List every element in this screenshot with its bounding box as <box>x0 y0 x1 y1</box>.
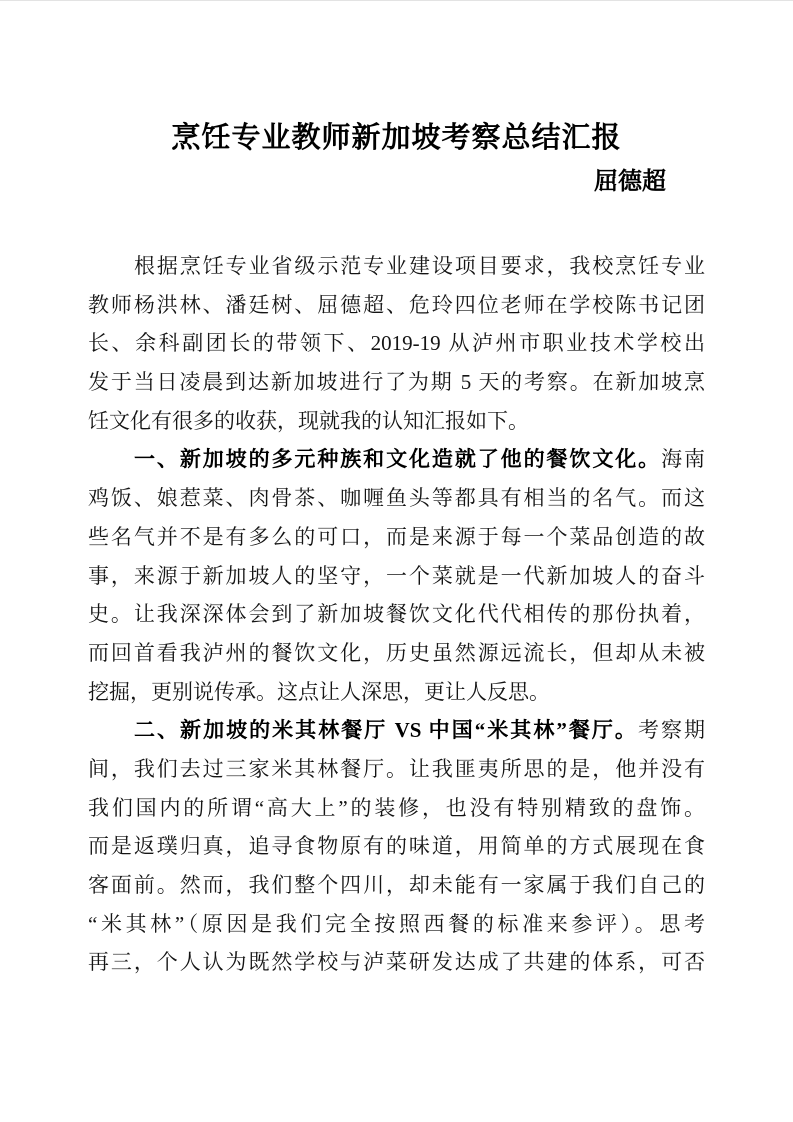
text-line <box>88 789 705 828</box>
bold-heading-segment: 二、新加坡的米其林餐厅 VS 中国“米其林”餐厅。 <box>134 718 638 743</box>
text-line <box>88 750 705 789</box>
author-byline: 屈德超 <box>594 169 666 195</box>
text-line <box>88 943 705 982</box>
text-segment: 而回首看我泸州的餐饮文化，历史虽然源远流长，但却从未被 <box>88 640 705 665</box>
text-segment: 我们国内的所谓“高大上”的装修，也没有特别精致的盘饰。 <box>88 795 705 820</box>
text-line <box>88 557 705 596</box>
text-segment: 长、余科副团长的带领下、2019-19 从泸州市职业技术学校出 <box>88 331 705 356</box>
text-segment: 客面前。然而，我们整个四川，却未能有一家属于我们自己的 <box>88 873 705 897</box>
text-line <box>88 286 705 325</box>
text-line <box>88 402 705 441</box>
text-line <box>88 595 705 634</box>
text-segment: 教师杨洪林、潘廷树、屈德超、危玲四位老师在学校陈书记团 <box>88 292 705 317</box>
text-line <box>88 634 705 673</box>
paragraph <box>88 440 705 711</box>
text-line <box>88 905 705 944</box>
text-line <box>88 866 705 905</box>
text-segment: 史。让我深深体会到了新加坡餐饮文化代代相传的那份执着， <box>88 602 705 627</box>
text-segment: 些名气并不是有多么的可口，而是来源于每一个菜品创造的故 <box>88 524 705 549</box>
text-segment: 考察期 <box>637 718 705 743</box>
paragraph <box>88 247 705 440</box>
document-body <box>88 247 705 982</box>
text-segment: 发于当日凌晨到达新加坡进行了为期 5 天的考察。在新加坡烹 <box>88 370 705 395</box>
paragraph <box>88 711 705 982</box>
text-segment: 鸡饭、娘惹菜、肉骨茶、咖喱鱼头等都具有相当的名气。而这 <box>88 486 705 511</box>
text-line <box>88 711 705 750</box>
text-line <box>88 363 705 402</box>
text-line <box>88 673 705 712</box>
text-segment: 挖掘，更别说传承。这点让人深思，更让人反思。 <box>88 679 550 704</box>
text-line <box>88 247 705 286</box>
text-segment: 饪文化有很多的收获，现就我的认知汇报如下。 <box>88 408 529 433</box>
text-segment: 事，来源于新加坡人的坚守，一个菜就是一代新加坡人的奋斗 <box>88 563 705 588</box>
text-segment: 海南 <box>661 447 705 472</box>
text-segment: 根据烹饪专业省级示范专业建设项目要求，我校烹饪专业 <box>134 254 705 278</box>
text-segment: “米其林”（原因是我们完全按照西餐的标准来参评）。思考 <box>88 911 705 936</box>
text-line <box>88 324 705 363</box>
text-segment: 而是返璞归真，追寻食物原有的味道，用简单的方式展现在食 <box>88 834 705 859</box>
text-line <box>88 827 705 866</box>
text-segment: 再三，个人认为既然学校与泸菜研发达成了共建的体系，可否 <box>88 950 705 975</box>
text-line <box>88 440 705 479</box>
text-line <box>88 518 705 557</box>
bold-heading-segment: 一、新加坡的多元种族和文化造就了他的餐饮文化。 <box>134 447 662 472</box>
text-segment: 间，我们去过三家米其林餐厅。让我匪夷所思的是，他并没有 <box>88 756 705 781</box>
text-line <box>88 479 705 518</box>
page-title: 烹饪专业教师新加坡考察总结汇报 <box>171 122 622 154</box>
